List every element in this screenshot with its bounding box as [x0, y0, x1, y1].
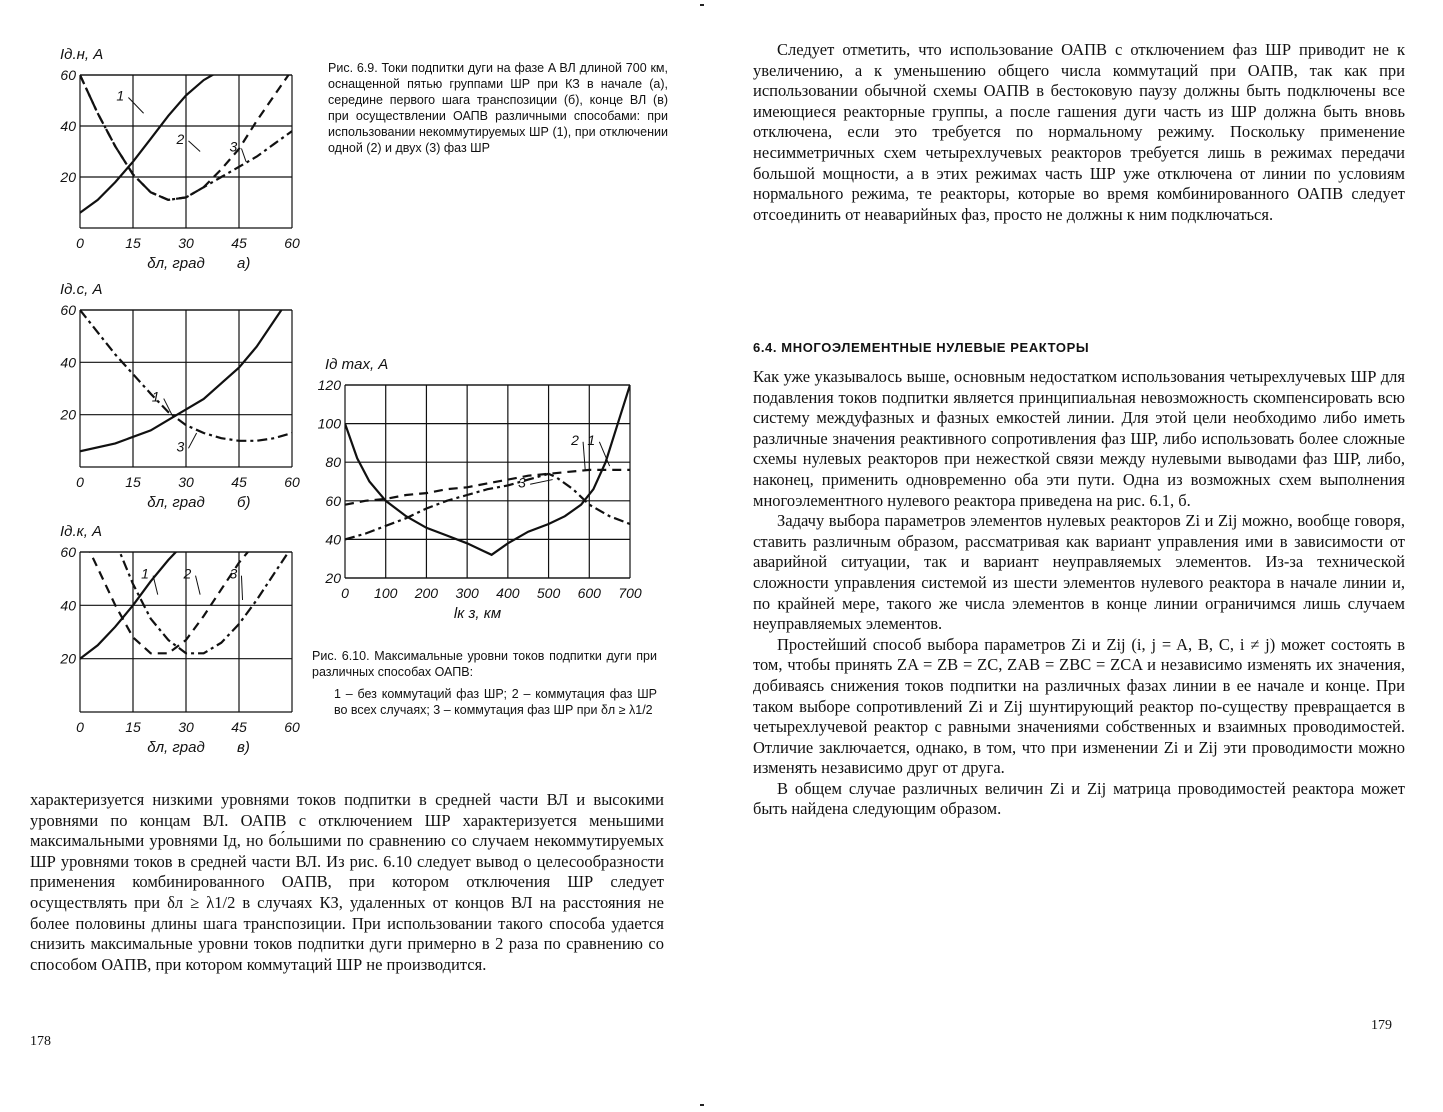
x-tick-label: 15 — [125, 474, 141, 490]
y-tick-label: 40 — [325, 531, 341, 548]
left-paragraph: характеризуется низкими уровнями токов подпитки в средней части ВЛ и высокими уровнями по концам ВЛ. ОАПВ с отключением ШР характеризуется меньшими максимальными уровнями Iд, но бо́льшими по сравнению со случаем некоммутируемых ШР уровнями токов в средней части ВЛ. Из рис. 6.10 следует вывод о целесообразности применения комбинированного ОАПВ, при котором отключения ШР следует осуществлять при δл ≥ λ1/2 в случаях КЗ, удаленных от концов ВЛ на расстояния не более половины длины шага транспозиции. При использовании такого способа удается снизить максимальные уровни токов подпитки дуги примерно в 2 раза по сравнению со способом ОАПВ, при котором коммутаций ШР не производится. — [30, 790, 664, 974]
curve-label-3: 3 — [229, 565, 238, 582]
right-page — [728, 0, 1443, 1112]
x-tick-label: 45 — [231, 235, 247, 251]
section-title: 6.4. МНОГОЭЛЕМЕНТНЫЕ НУЛЕВЫЕ РЕАКТОРЫ — [753, 340, 1090, 355]
chart-svg — [0, 520, 330, 765]
x-axis-label: δл, град — [147, 494, 205, 511]
y-tick-label: 60 — [60, 67, 76, 83]
curve-label-3: 3 — [518, 474, 526, 491]
x-tick-label: 500 — [536, 585, 561, 601]
x-tick-label: 600 — [577, 585, 601, 601]
x-tick-label: 400 — [496, 585, 520, 601]
y-tick-label: 80 — [325, 454, 341, 471]
curve-label-1: 1 — [587, 431, 596, 448]
x-tick-label: 45 — [231, 474, 247, 490]
paragraph-5: В общем случае различных величин Zi и Zij матрица проводимостей реактора может быть найдена следующим образом. — [753, 778, 1405, 819]
y-axis-label: Iд max, А — [325, 356, 389, 373]
panel-label: б) — [237, 494, 251, 511]
series-line-2 — [345, 470, 630, 505]
x-tick-label: 30 — [178, 235, 194, 251]
chart-svg — [315, 355, 660, 625]
curve-label-leader — [128, 98, 143, 114]
x-axis-label: δл, град — [147, 739, 205, 756]
figure-6-9-caption: Рис. 6.9. Токи подпитки дуги на фазе A ВЛ длиной 700 км, оснащенной пятью группами ШР при КЗ в начале (а), середине первого шага транспозиции (б), конце ВЛ (в) при осуществлении ОАПВ различными способами: при использовании некоммутируемых ШР (1), при отключении одной (2) и двух (3) фаз ШР — [328, 61, 668, 155]
y-tick-label: 20 — [60, 650, 76, 667]
x-tick-label: 0 — [76, 235, 84, 251]
series-line-3 — [115, 541, 292, 653]
y-axis-label: Iд.н, А — [60, 46, 104, 63]
x-tick-label: 30 — [178, 719, 194, 735]
curve-label-2: 2 — [176, 130, 185, 147]
left-page — [0, 0, 715, 1112]
y-tick-label: 40 — [60, 597, 76, 614]
chart-fig-6-9-b — [0, 280, 330, 520]
paragraph-1: Следует отметить, что использование ОАПВ с отключением фаз ШР приводит не к увеличению, а к уменьшению общего числа коммутаций при ОАПВ, так как при использовании обычной схемы ОАПВ в бестоковую паузу должны быть подключены все имеющиеся реакторные группы, а после гашения дуги часть из ШР должна быть вновь отключена, если это требуется по нормальному режиму. Поскольку применение несимметричных схем четырехлучевых реакторов требуется лишь в режимах передачи большой мощности, а в этих режимах часть ШР уже отключена от линии по условиям нормального режима, те реакторы, которые во время комбинированного ОАПВ следует отсоединить от неаварийных фаз, просто не должны к ним подключаться. — [753, 40, 1405, 224]
chart-fig-6-9-c — [0, 520, 330, 765]
curve-label-3: 3 — [229, 138, 238, 155]
y-tick-label: 20 — [325, 570, 341, 586]
x-tick-label: 60 — [284, 719, 300, 735]
y-tick-label: 20 — [60, 406, 76, 423]
chart-fig-6-9-a — [0, 0, 330, 290]
x-tick-label: 0 — [76, 474, 84, 490]
y-tick-label: 40 — [60, 118, 76, 134]
x-tick-label: 15 — [125, 719, 141, 735]
panel-label: a) — [237, 255, 251, 272]
curve-label-1: 1 — [116, 87, 125, 104]
x-tick-label: 300 — [455, 585, 479, 601]
x-tick-label: 60 — [284, 474, 300, 490]
panel-label: в) — [237, 739, 250, 756]
page-number-left: 178 — [30, 1034, 51, 1049]
left-body-text — [30, 790, 664, 975]
x-tick-label: 0 — [341, 585, 349, 601]
x-axis-label: δл, град — [147, 255, 205, 272]
figure-6-10-caption-block — [312, 648, 657, 718]
page-number-right: 179 — [1371, 1018, 1392, 1033]
right-body-main — [753, 367, 1405, 820]
x-axis-label: lк з, км — [453, 605, 502, 622]
y-tick-label: 60 — [325, 492, 341, 509]
curve-label-2: 2 — [183, 565, 192, 582]
curve-label-1: 1 — [151, 388, 160, 405]
curve-label-leader — [188, 433, 196, 448]
series-line-3 — [345, 474, 630, 540]
x-tick-label: 100 — [374, 585, 398, 601]
x-tick-label: 15 — [125, 235, 141, 251]
curve-label-leader — [196, 576, 201, 595]
chart-svg — [0, 0, 330, 290]
curve-label-leader — [241, 149, 246, 162]
y-tick-label: 60 — [60, 544, 76, 560]
curve-label-leader — [530, 480, 553, 485]
y-tick-label: 60 — [60, 302, 76, 318]
curve-label-leader — [583, 442, 585, 470]
curve-label-2: 2 — [571, 431, 579, 448]
paragraph-4: Простейший способ выбора параметров Zi и Zij (i, j = A, B, C, i ≠ j) может состоять в том, чтобы принять ZA = ZB = ZC, ZAB = ZBC = ZCA и независимо изменять их значения, добиваясь снижения токов подпитки на различных фазах линии в ее начале и конце. При таком выборе сопротивлений Zi и Zij шунтирующий реактор по-существу превращается в четырехлучевой реактор с равными значениями собственных и взаимных проводимостей. Отличие заключается, однако, в том, что при изменении Zi и Zij эти проводимости можно изменять независимо друг от друга. — [753, 634, 1405, 778]
curve-label-leader — [188, 141, 200, 152]
y-tick-label: 40 — [60, 354, 76, 371]
x-tick-label: 200 — [414, 585, 439, 601]
curve-label-3: 3 — [176, 438, 185, 455]
paragraph-3: Задачу выбора параметров элементов нулевых реакторов Zi и Zij можно, вообще говоря, ставить различным образом, рассматривая как вариант управления ими в зависимости от аварийной ситуации, так и вариант неуправляемых элементов. Из-за технической сложности управления системой из шести элементов нулевого реактора в начале линии и, по крайней мере, такого же числа элементов в конце линии ограничимся лишь случаем неуправляемых элементов. — [753, 511, 1405, 634]
y-tick-label: 120 — [317, 377, 341, 393]
y-axis-label: Iд.к, А — [60, 523, 103, 540]
curve-label-1: 1 — [141, 565, 149, 582]
chart-svg — [0, 280, 330, 520]
x-tick-label: 60 — [284, 235, 300, 251]
y-tick-label: 20 — [60, 169, 76, 185]
x-tick-label: 45 — [231, 719, 247, 735]
curve-label-leader — [153, 576, 158, 595]
y-tick-label: 100 — [317, 415, 341, 432]
x-tick-label: 0 — [76, 719, 84, 735]
x-tick-label: 700 — [618, 585, 642, 601]
curve-label-leader — [241, 576, 242, 600]
x-tick-label: 30 — [178, 474, 194, 490]
figure-6-10-legend: 1 – без коммутаций фаз ШР; 2 – коммутация фаз ШР во всех случаях; 3 – коммутация фаз ШР при δл ≥ λ1/2 — [334, 687, 657, 717]
chart-fig-6-10 — [315, 355, 660, 625]
right-body-top — [753, 40, 1405, 225]
paragraph-2: Как уже указывалось выше, основным недостатком использования четырехлучевых ШР для подавления токов подпитки является принципиальная невозможность скомпенсировать всю систему междуфазных и фазных емкостей линии. Для этой цели необходимо либо иметь различные значения реактивного сопротивления фаз ШР, либо использовать более сложные схемы нулевых реакторов при нежесткой связи между нулевыми выводами фаз ШР, либо, наконец, применить одновременно оба эти пути. Одна из возможных схем выполнения многоэлементного нулевого реактора приведена на рис. 6.1, б. — [753, 367, 1405, 510]
figure-6-10-caption: Рис. 6.10. Максимальные уровни токов подпитки дуги при различных способах ОАПВ: — [312, 649, 657, 679]
y-axis-label: Iд.с, А — [60, 281, 103, 298]
